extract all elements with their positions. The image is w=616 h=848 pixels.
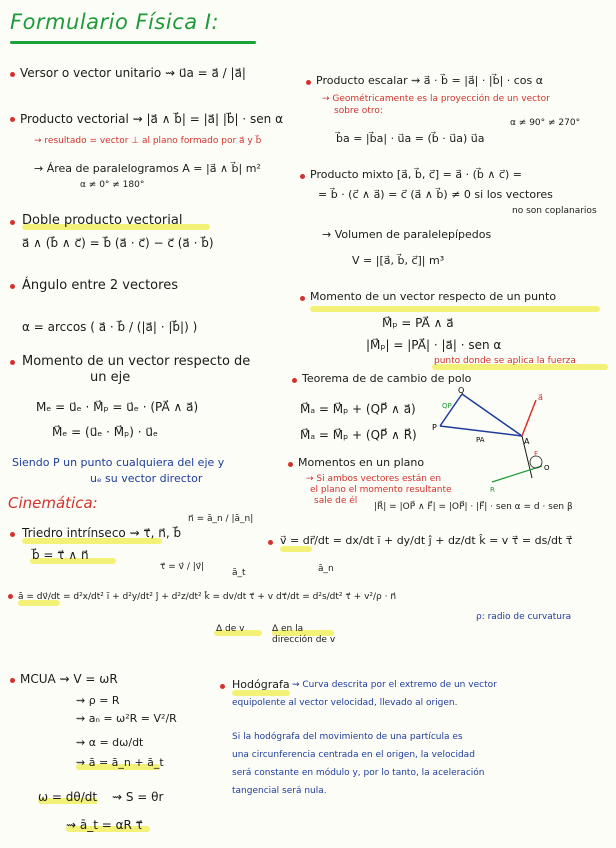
label-a: A <box>524 437 530 446</box>
plane-moment-title: Momentos en un plano <box>298 456 425 469</box>
label-at: ā_t <box>232 568 246 578</box>
bullet <box>300 174 305 179</box>
label-a-vec: a⃗ <box>538 393 543 402</box>
scalar-projection: b⃗a = |b⃗a| · u⃗a = (b⃗ · u⃗a) u⃗a <box>336 132 485 145</box>
angle-formula: α = arccos ( a⃗ · b⃗ / (|a⃗| · |b⃗|) ) <box>22 320 198 334</box>
area-condition: α ≠ 0° ≠ 180° <box>80 180 145 190</box>
plane-moment-formula: |R⃗| = |OP⃗ ∧ F⃗| = |OP⃗| · |F⃗| · sen α = d · sen β <box>374 502 573 512</box>
axis-moment-title: Momento de un vector respecto de <box>22 354 251 369</box>
label-pa: PA <box>476 436 485 444</box>
hodograph-line-5: será constante en módulo y, por lo tanto, la aceleración <box>232 768 485 778</box>
mcua-an: ⇝ aₙ = ω²R = V²/R <box>76 712 177 725</box>
pole-change-formula-2: M⃗ₐ = M⃗ₚ + (QP⃗ ∧ R⃗) <box>300 428 417 442</box>
bullet <box>306 80 311 85</box>
bullet <box>10 117 15 122</box>
bullet <box>10 72 15 77</box>
title-underline <box>10 41 256 44</box>
mcua-title: MCUA ⇝ V = ωR <box>20 672 118 686</box>
binormal-formula: b⃗ = τ⃗ ∧ n⃗ <box>32 548 89 562</box>
bullet <box>10 360 15 365</box>
label-qp: QP <box>442 402 452 410</box>
intrinsic-trihedron: Triedro intrínseco ⇝ τ⃗, n⃗, b⃗ <box>22 526 182 540</box>
axis-moment-formula-2: M⃗ₑ = (u⃗ₑ · M⃗ₚ) · u⃗ₑ <box>52 425 159 439</box>
parallelogram-area: → Área de paralelogramos A = |a⃗ ∧ b⃗| m² <box>34 162 261 175</box>
mcua-alpha: ⇝ α = dω/dt <box>76 736 144 749</box>
mixed-product-note: no son coplanarios <box>512 206 597 216</box>
bullet <box>292 378 297 383</box>
bullet <box>300 296 305 301</box>
bullet <box>10 220 15 225</box>
bullet <box>10 678 15 683</box>
double-product-formula: a⃗ ∧ (b⃗ ∧ c⃗) = b⃗ (a⃗ · c⃗) − c⃗ (a⃗ · b⃗) <box>22 236 214 250</box>
hodograph-line-2: equipolente al vector velocidad, llevado al origen. <box>232 698 458 708</box>
mcua-tangential: ⇝ ā_t = αR τ⃗ <box>66 818 143 832</box>
axis-moment-title-2: un eje <box>90 370 131 385</box>
point-moment-title: Momento de un vector respecto de un punto <box>310 290 557 303</box>
siendo-note-2: uₑ su vector director <box>90 472 203 485</box>
bullet <box>288 462 293 467</box>
bullet <box>10 284 15 289</box>
pole-change-diagram <box>432 386 562 496</box>
normal-definition: n⃗ = ā_n / |ā_n| <box>188 514 254 524</box>
vector-product-formula: Producto vectorial ⇝ |a⃗ ∧ b⃗| = |a⃗| |b⃗| · sen α <box>20 112 284 126</box>
hodograph-line-1: ⇝ Curva descrita por el extremo de un vector <box>292 680 497 690</box>
plane-moment-note-1: → Si ambos vectores están en <box>306 474 442 484</box>
scalar-product-formula: Producto escalar ⇝ a⃗ · b⃗ = |a⃗| · |b⃗| · cos α <box>316 74 544 87</box>
plane-moment-note-2: el plano el momento resultante <box>310 485 452 495</box>
versor-formula: Versor o vector unitario ⇝ u⃗a = a⃗ / |a⃗| <box>20 66 246 80</box>
scalar-product-note-1: → Geométricamente es la proyección de un vector <box>322 94 550 104</box>
label-f: F <box>534 450 539 458</box>
delta-direction-label: Δ en la dirección de v <box>272 624 336 645</box>
velocity-formula: v⃗ = dr⃗/dt = dx/dt ī + dy/dt ĵ + dz/dt k̂ = v τ⃗ = ds/dt τ⃗ <box>280 534 573 547</box>
point-moment-note: punto donde se aplica la fuerza <box>434 356 576 366</box>
axis-moment-formula-1: Mₑ = u⃗ₑ · M⃗ₚ = u⃗ₑ · (PA⃗ ∧ a⃗) <box>36 400 199 414</box>
bullet <box>268 540 273 545</box>
label-p: P <box>432 423 437 432</box>
scalar-product-note-2: sobre otro: <box>334 106 383 116</box>
mixed-product-formula: Producto mixto [a⃗, b⃗, c⃗] = a⃗ · (b⃗ ∧ c⃗) = <box>310 168 522 181</box>
tangent-definition: τ⃗ = v⃗ / |v⃗| <box>160 562 205 572</box>
mixed-product-formula-2: = b⃗ · (c⃗ ∧ a⃗) = c⃗ (a⃗ ∧ b⃗) ≠ 0 si los vectores <box>318 188 553 201</box>
qp-vector <box>440 394 462 426</box>
label-r: R <box>490 486 495 494</box>
hodograph-line-6: tangencial será nula. <box>232 786 327 796</box>
mcua-total-acc: ⇝ ā = ā_n + ā_t <box>76 756 164 769</box>
angle-title: Ángulo entre 2 vectores <box>22 278 178 293</box>
mcua-rho: ⇝ ρ = R <box>76 694 120 707</box>
label-o: O <box>544 464 550 472</box>
point-moment-formula-1: M⃗ₚ = PA⃗ ∧ a⃗ <box>382 316 454 330</box>
label-q: Q <box>458 386 465 395</box>
plane-moment-note-3: sale de él <box>314 496 358 506</box>
mcua-omega: ω = dθ/dt <box>38 790 98 804</box>
curvature-note: ρ: radio de curvatura <box>476 612 572 622</box>
label-an: ā_n <box>318 564 334 574</box>
bullet <box>8 594 13 599</box>
highlight <box>310 306 600 312</box>
volume-title: → Volumen de paralelepípedos <box>322 228 492 241</box>
point-moment-formula-2: |M⃗ₚ| = |PA⃗| · |a⃗| · sen α <box>366 338 502 352</box>
kinematics-heading: Cinemática: <box>8 494 98 512</box>
bullet <box>10 532 15 537</box>
pole-change-formula-1: M⃗ₐ = M⃗ₚ + (QP⃗ ∧ a⃗) <box>300 402 416 416</box>
pole-change-title: Teorema de de cambio de polo <box>302 372 472 385</box>
volume-formula: V = |[a⃗, b⃗, c⃗]| m³ <box>352 254 445 267</box>
vector-product-note: → resultado = vector ⊥ al plano formado por a⃗ y b⃗ <box>34 136 262 146</box>
a-vector <box>522 400 536 436</box>
double-product-title: Doble producto vectorial <box>22 213 183 228</box>
page-title: Formulario Física I: <box>10 10 220 34</box>
r-vector <box>492 466 542 482</box>
acceleration-formula: ā = dv⃗/dt = d²x/dt² ī + d²y/dt² ĵ + d²z/dt² k̂ = dv/dt τ⃗ + v dτ⃗/dt = d²s/dt² τ⃗ + v²/ρ · n⃗ <box>18 592 397 602</box>
hodograph-line-4: una circunferencia centrada en el origen, la velocidad <box>232 750 475 760</box>
hodograph-line-3: Si la hodógrafa del movimiento de una partícula es <box>232 732 463 742</box>
hodograph-title: Hodógrafa <box>232 678 290 691</box>
delta-v-label: Δ de v <box>216 624 245 634</box>
bullet <box>220 684 225 689</box>
siendo-note: Siendo P un punto cualquiera del eje y <box>12 456 225 469</box>
scalar-product-condition: α ≠ 90° ≠ 270° <box>510 118 581 128</box>
mcua-arc: ⇝ S = θr <box>112 790 164 804</box>
